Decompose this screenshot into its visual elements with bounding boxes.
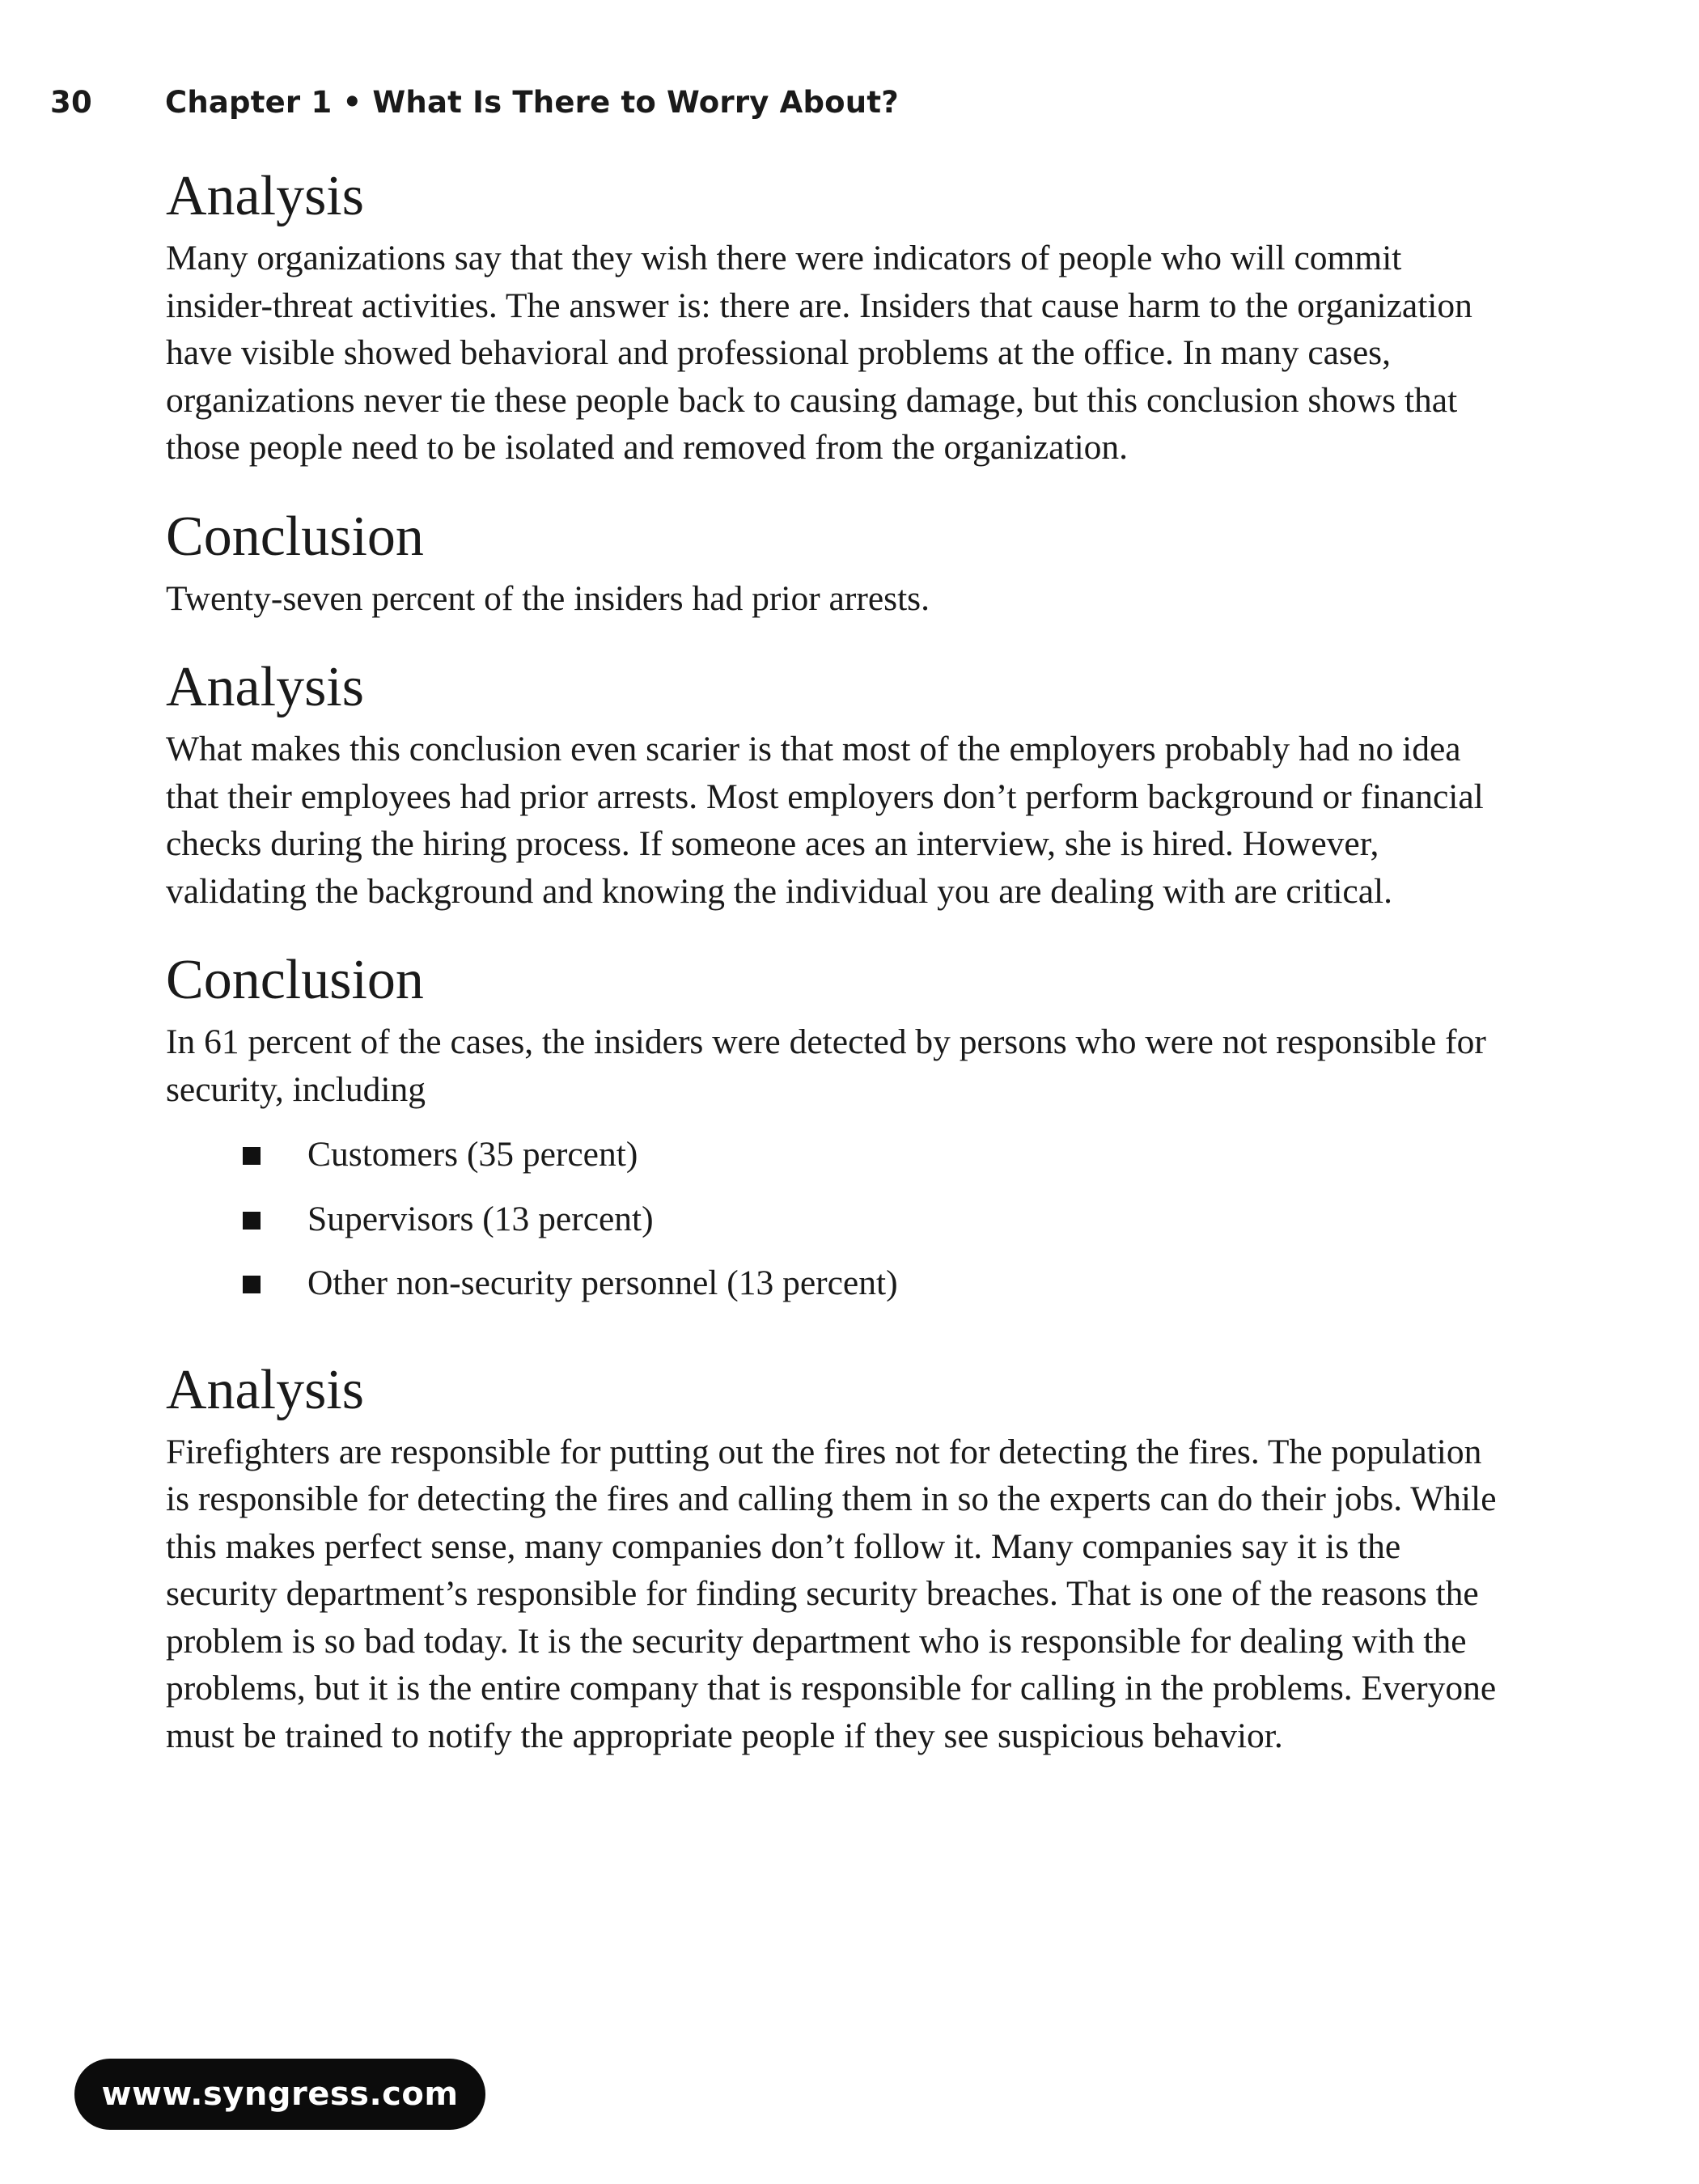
bullet-list xyxy=(166,1131,1501,1307)
section-heading: Conclusion xyxy=(166,949,424,1011)
section-paragraph: Twenty-seven percent of the insiders had prior arrests. xyxy=(166,578,930,618)
section-paragraph: In 61 percent of the cases, the insiders were detected by persons who were not responsible for security, including xyxy=(166,1022,1486,1109)
section-paragraph: Many organizations say that they wish there were indicators of people who will commit insider-threat activities. The answer is: there are. Insiders that cause harm to the organization have visible showed behavioral and professional problems at the office. In many cases, organizations never tie these people back to causing damage, but this conclusion shows that those people need to be isolated and removed from the organization. xyxy=(166,239,1472,467)
page-number: 30 xyxy=(50,85,92,120)
square-bullet-icon xyxy=(243,1212,261,1230)
running-head xyxy=(50,85,899,120)
section-conclusion-2 xyxy=(166,946,1501,1307)
section-paragraph: What makes this conclusion even scarier is that most of the employers probably had no idea that their employees had prior arrests. Most employers don’t perform background or financial checks during the hiring process. If someone aces an interview, she is hired. However, validating the background and knowing the individual you are dealing with are critical. xyxy=(166,730,1484,911)
bullet-item xyxy=(243,1196,1501,1243)
square-bullet-icon xyxy=(243,1276,261,1293)
section-conclusion-1 xyxy=(166,502,1501,623)
bullet-text: Supervisors (13 percent) xyxy=(307,1199,654,1238)
section-analysis-2 xyxy=(166,653,1501,915)
bullet-item xyxy=(243,1131,1501,1179)
section-heading: Analysis xyxy=(166,656,364,718)
section-heading: Analysis xyxy=(166,1358,364,1421)
bullet-item xyxy=(243,1259,1501,1307)
section-analysis-1 xyxy=(166,162,1501,472)
bullet-text: Customers (35 percent) xyxy=(307,1135,638,1174)
section-heading: Analysis xyxy=(166,165,364,227)
chapter-title: Chapter 1 • What Is There to Worry About? xyxy=(165,85,899,120)
footer-url[interactable]: www.syngress.com xyxy=(101,2076,459,2113)
bullet-text: Other non-security personnel (13 percent) xyxy=(307,1263,898,1302)
square-bullet-icon xyxy=(243,1147,261,1165)
section-heading: Conclusion xyxy=(166,505,424,568)
page-content xyxy=(166,162,1501,1790)
section-paragraph: Firefighters are responsible for putting out the fires not for detecting the fires. The population is responsible for detecting the fires and calling them in so the experts can do their jobs. While this makes perfect sense, many companies don’t follow it. Many companies say it is the security department’s responsible for finding security breaches. That is one of the reasons the problem is so bad today. It is the security department who is responsible for dealing with the problems, but it is the entire company that is responsible for calling in the problems. Everyone must be trained to notify the appropriate people if they see suspicious behavior. xyxy=(166,1432,1497,1755)
footer-url-badge[interactable] xyxy=(74,2059,485,2130)
section-analysis-3 xyxy=(166,1356,1501,1760)
